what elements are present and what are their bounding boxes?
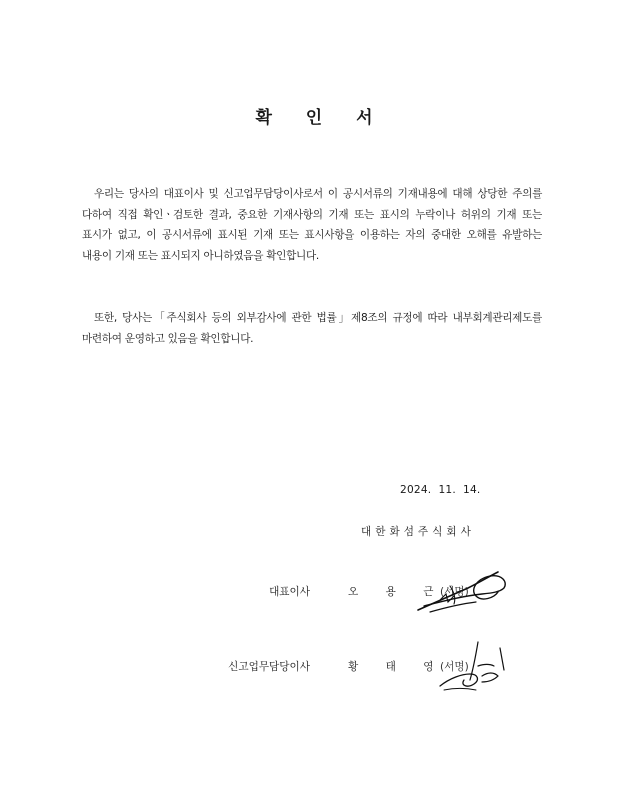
document-title: 확 인 서 [255,108,387,128]
paragraph-confirmation: 우리는 당사의 대표이사 및 신고업무담당이사로서 이 공시서류의 기재내용에 대해 상당한 주의를 다하여 직접 확인ㆍ검토한 결과, 중요한 기재사항의 기재 또는 표시의 누락이나 허위의 기재 또는 표시가 없고, 이 공시서류에 표시된 기재 또는 표시사항을 이용하는 자의 중대한 오해를 유발하는 내용이 기재 또는 표시되지 아니하였음을 확인합니다. [82,188,542,262]
signature-director-handwritten [420,640,510,696]
signature-label: (서명) [440,661,469,673]
signatory-name: 황 태 영 [348,661,446,673]
company-name: 대한화섬주식회사 [361,526,475,538]
paragraph-internal-control: 또한, 당사는「주식회사 등의 외부감사에 관한 법률」제8조의 규정에 따라 내부회계관리제도를 마련하여 운영하고 있음을 확인합니다. [82,312,542,345]
signatory-role: 신고업무담당이사 [228,661,310,673]
document-date: 2024. 11. 14. [400,484,481,496]
signature-label: (서명) [440,586,469,598]
signatory-role: 대표이사 [269,586,310,598]
signature-ceo-handwritten [410,566,510,618]
signatory-name: 오 용 근 [348,586,446,598]
